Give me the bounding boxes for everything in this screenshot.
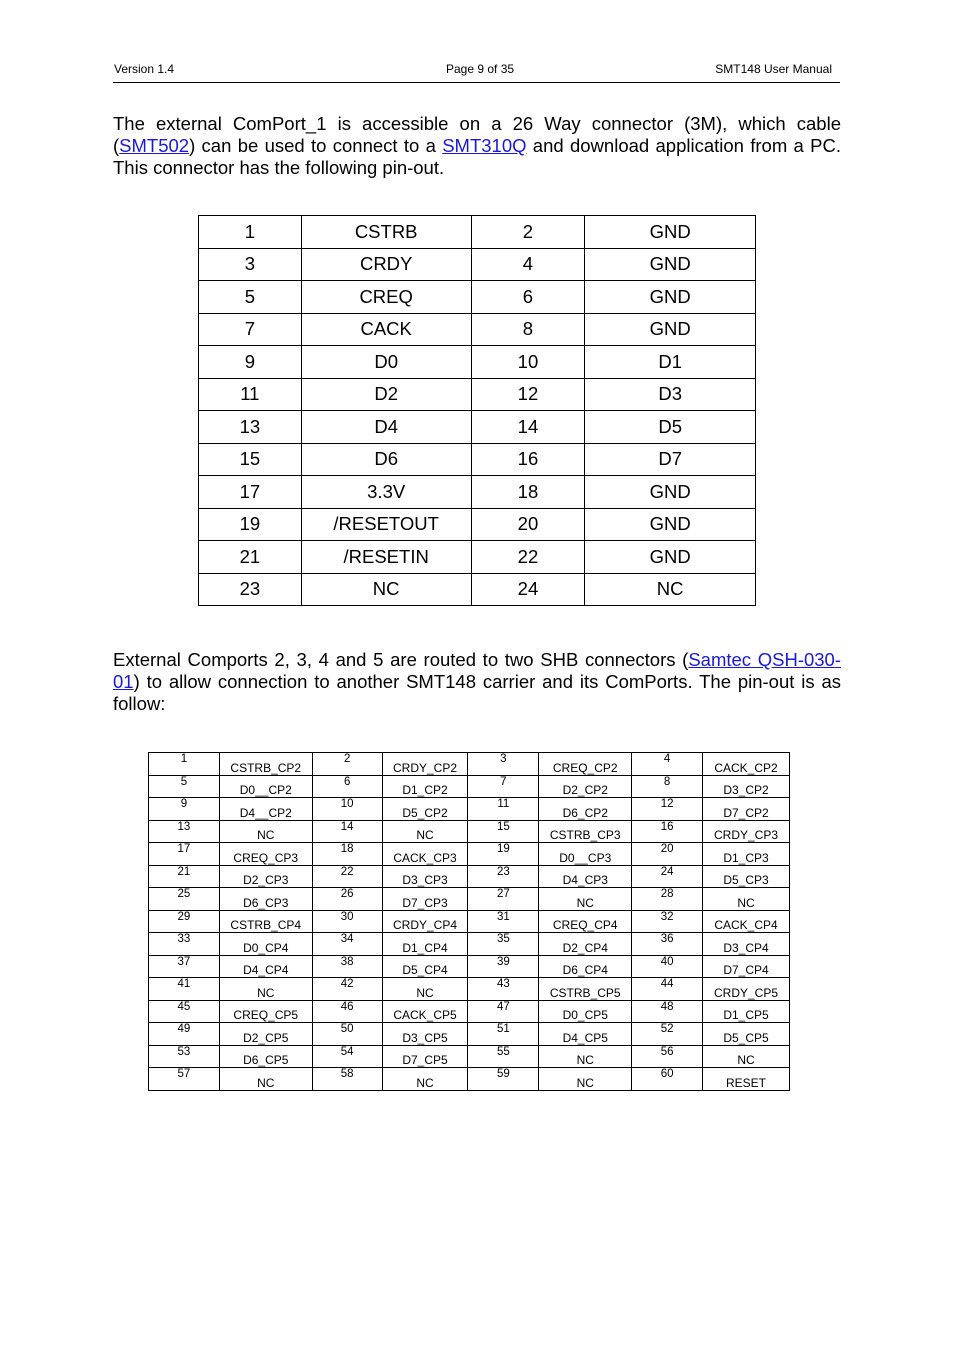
pin-number-cell: 56 xyxy=(632,1045,703,1068)
pin-number-cell: 34 xyxy=(312,933,382,956)
signal-name-cell: D4__CP2 xyxy=(219,798,312,821)
pin-number-cell: 53 xyxy=(149,1045,220,1068)
pin-number-cell: 19 xyxy=(468,843,539,866)
pin-number-cell: 38 xyxy=(312,955,382,978)
signal-name-cell: D4 xyxy=(301,411,471,444)
table-row xyxy=(149,1045,790,1068)
signal-name-cell: D6_CP5 xyxy=(219,1045,312,1068)
signal-name-cell: D3_CP3 xyxy=(382,865,468,888)
document-title: SMT148 User Manual xyxy=(715,62,832,76)
table-row xyxy=(199,443,756,476)
signal-name-cell: NC xyxy=(703,888,790,911)
signal-name-cell: D7_CP2 xyxy=(703,798,790,821)
pin-number-cell: 41 xyxy=(149,978,220,1001)
signal-name-cell: D3_CP4 xyxy=(703,933,790,956)
table-row xyxy=(149,843,790,866)
table-row xyxy=(149,775,790,798)
pin-number-cell: 59 xyxy=(468,1068,539,1091)
signal-name-cell: CACK_CP4 xyxy=(703,910,790,933)
signal-name-cell: CREQ xyxy=(301,281,471,314)
pin-number-cell: 39 xyxy=(468,955,539,978)
table-row xyxy=(149,753,790,776)
pin-number-cell: 3 xyxy=(199,248,302,281)
pin-number-cell: 22 xyxy=(471,541,585,574)
signal-name-cell: D1_CP2 xyxy=(382,775,468,798)
signal-name-cell: NC xyxy=(382,978,468,1001)
pin-number-cell: 49 xyxy=(149,1023,220,1046)
signal-name-cell: CREQ_CP3 xyxy=(219,843,312,866)
pin-number-cell: 14 xyxy=(471,411,585,444)
pin-number-cell: 19 xyxy=(199,508,302,541)
pin-number-cell: 10 xyxy=(471,346,585,379)
pin-number-cell: 18 xyxy=(312,843,382,866)
pin-number-cell: 60 xyxy=(632,1068,703,1091)
table-row xyxy=(199,248,756,281)
table-row xyxy=(149,888,790,911)
smt310q-link[interactable]: SMT310Q xyxy=(442,135,527,156)
signal-name-cell: D2_CP5 xyxy=(219,1023,312,1046)
signal-name-cell: GND xyxy=(585,476,756,509)
signal-name-cell: D7_CP5 xyxy=(382,1045,468,1068)
pin-number-cell: 58 xyxy=(312,1068,382,1091)
pin-number-cell: 24 xyxy=(632,865,703,888)
pin-number-cell: 47 xyxy=(468,1000,539,1023)
pin-number-cell: 13 xyxy=(199,411,302,444)
pin-number-cell: 2 xyxy=(312,753,382,776)
pin-number-cell: 10 xyxy=(312,798,382,821)
pin-number-cell: 4 xyxy=(632,753,703,776)
signal-name-cell: NC xyxy=(539,888,632,911)
pin-number-cell: 2 xyxy=(471,216,585,249)
pin-number-cell: 24 xyxy=(471,573,585,606)
shb-connectors-description xyxy=(113,649,841,715)
signal-name-cell: NC xyxy=(219,820,312,843)
signal-name-cell: NC xyxy=(301,573,471,606)
pin-number-cell: 21 xyxy=(149,865,220,888)
signal-name-cell: CREQ_CP4 xyxy=(539,910,632,933)
pin-number-cell: 33 xyxy=(149,933,220,956)
connector-26-way-pinout-table xyxy=(198,215,756,606)
pin-number-cell: 22 xyxy=(312,865,382,888)
pin-number-cell: 3 xyxy=(468,753,539,776)
signal-name-cell: NC xyxy=(382,1068,468,1091)
signal-name-cell: CRDY_CP3 xyxy=(703,820,790,843)
signal-name-cell: D0__CP3 xyxy=(539,843,632,866)
pin-number-cell: 25 xyxy=(149,888,220,911)
pin-number-cell: 8 xyxy=(632,775,703,798)
pin-number-cell: 26 xyxy=(312,888,382,911)
pin-number-cell: 4 xyxy=(471,248,585,281)
pin-number-cell: 23 xyxy=(468,865,539,888)
pin-number-cell: 42 xyxy=(312,978,382,1001)
pin-number-cell: 20 xyxy=(632,843,703,866)
signal-name-cell: D0_CP5 xyxy=(539,1000,632,1023)
pin-number-cell: 55 xyxy=(468,1045,539,1068)
signal-name-cell: D5 xyxy=(585,411,756,444)
pin-number-cell: 30 xyxy=(312,910,382,933)
signal-name-cell: D1_CP3 xyxy=(703,843,790,866)
smt502-link[interactable]: SMT502 xyxy=(119,135,190,156)
pin-number-cell: 31 xyxy=(468,910,539,933)
pin-number-cell: 32 xyxy=(632,910,703,933)
signal-name-cell: GND xyxy=(585,248,756,281)
signal-name-cell: D4_CP3 xyxy=(539,865,632,888)
signal-name-cell: D6_CP4 xyxy=(539,955,632,978)
table-row xyxy=(149,865,790,888)
pin-number-cell: 12 xyxy=(632,798,703,821)
table-row xyxy=(149,820,790,843)
table-row xyxy=(149,1023,790,1046)
pin-number-cell: 37 xyxy=(149,955,220,978)
signal-name-cell: GND xyxy=(585,216,756,249)
signal-name-cell: NC xyxy=(585,573,756,606)
signal-name-cell: D0__CP2 xyxy=(219,775,312,798)
para2-text-1: External Comports 2, 3, 4 and 5 are routed to two SHB connectors ( xyxy=(113,649,689,670)
samtec-qsh-link[interactable]: Samtec QSH-030-01 xyxy=(113,649,842,692)
signal-name-cell: GND xyxy=(585,313,756,346)
signal-name-cell: D4_CP4 xyxy=(219,955,312,978)
signal-name-cell: 3.3V xyxy=(301,476,471,509)
pin-number-cell: 18 xyxy=(471,476,585,509)
signal-name-cell: D3_CP5 xyxy=(382,1023,468,1046)
pin-number-cell: 1 xyxy=(149,753,220,776)
signal-name-cell: D1_CP5 xyxy=(703,1000,790,1023)
pin-number-cell: 1 xyxy=(199,216,302,249)
signal-name-cell: D5_CP2 xyxy=(382,798,468,821)
signal-name-cell: D7_CP3 xyxy=(382,888,468,911)
pin-number-cell: 12 xyxy=(471,378,585,411)
table-row xyxy=(199,378,756,411)
signal-name-cell: CRDY_CP5 xyxy=(703,978,790,1001)
signal-name-cell: GND xyxy=(585,281,756,314)
signal-name-cell: CACK_CP3 xyxy=(382,843,468,866)
signal-name-cell: D7_CP4 xyxy=(703,955,790,978)
signal-name-cell: CREQ_CP2 xyxy=(539,753,632,776)
pin-number-cell: 51 xyxy=(468,1023,539,1046)
pin-number-cell: 5 xyxy=(149,775,220,798)
pin-number-cell: 14 xyxy=(312,820,382,843)
signal-name-cell: D6_CP2 xyxy=(539,798,632,821)
signal-name-cell: D5_CP5 xyxy=(703,1023,790,1046)
signal-name-cell: CACK_CP5 xyxy=(382,1000,468,1023)
signal-name-cell: D6 xyxy=(301,443,471,476)
signal-name-cell: CSTRB_CP4 xyxy=(219,910,312,933)
signal-name-cell: D2_CP2 xyxy=(539,775,632,798)
pin-number-cell: 57 xyxy=(149,1068,220,1091)
signal-name-cell: CSTRB xyxy=(301,216,471,249)
pin-number-cell: 9 xyxy=(199,346,302,379)
pin-number-cell: 40 xyxy=(632,955,703,978)
table-row xyxy=(199,573,756,606)
page-header xyxy=(113,62,840,83)
signal-name-cell: D7 xyxy=(585,443,756,476)
pin-number-cell: 8 xyxy=(471,313,585,346)
table-row xyxy=(149,798,790,821)
table-row xyxy=(199,411,756,444)
signal-name-cell: /RESETIN xyxy=(301,541,471,574)
signal-name-cell: NC xyxy=(219,978,312,1001)
table-row xyxy=(149,910,790,933)
signal-name-cell: CACK xyxy=(301,313,471,346)
pin-number-cell: 16 xyxy=(632,820,703,843)
signal-name-cell: NC xyxy=(219,1068,312,1091)
table-row xyxy=(199,476,756,509)
pin-number-cell: 35 xyxy=(468,933,539,956)
pin-number-cell: 27 xyxy=(468,888,539,911)
signal-name-cell: CRDY_CP4 xyxy=(382,910,468,933)
pin-number-cell: 11 xyxy=(468,798,539,821)
signal-name-cell: D4_CP5 xyxy=(539,1023,632,1046)
pin-number-cell: 7 xyxy=(468,775,539,798)
para2-text-2: ) to allow connection to another SMT148 carrier and its ComPorts. The pin-out is as follow: xyxy=(113,671,841,714)
signal-name-cell: D2 xyxy=(301,378,471,411)
table-row xyxy=(199,508,756,541)
pin-number-cell: 5 xyxy=(199,281,302,314)
pin-number-cell: 17 xyxy=(199,476,302,509)
pin-number-cell: 46 xyxy=(312,1000,382,1023)
table-row xyxy=(199,281,756,314)
pin-number-cell: 6 xyxy=(312,775,382,798)
signal-name-cell: CRDY_CP2 xyxy=(382,753,468,776)
table-row xyxy=(199,346,756,379)
signal-name-cell: NC xyxy=(382,820,468,843)
signal-name-cell: D3 xyxy=(585,378,756,411)
version-label: Version 1.4 xyxy=(114,62,175,76)
signal-name-cell: D0 xyxy=(301,346,471,379)
pin-number-cell: 28 xyxy=(632,888,703,911)
para1-text-3: and download application from a PC. This connector has the following pin-out. xyxy=(113,135,841,178)
signal-name-cell: CSTRB_CP3 xyxy=(539,820,632,843)
pin-number-cell: 21 xyxy=(199,541,302,574)
signal-name-cell: CSTRB_CP5 xyxy=(539,978,632,1001)
pin-number-cell: 17 xyxy=(149,843,220,866)
pin-number-cell: 36 xyxy=(632,933,703,956)
pin-number-cell: 43 xyxy=(468,978,539,1001)
signal-name-cell: CRDY xyxy=(301,248,471,281)
table-row xyxy=(149,1000,790,1023)
signal-name-cell: D1 xyxy=(585,346,756,379)
signal-name-cell: D5_CP3 xyxy=(703,865,790,888)
table-row xyxy=(149,933,790,956)
table-row xyxy=(199,216,756,249)
pin-number-cell: 15 xyxy=(468,820,539,843)
pin-number-cell: 54 xyxy=(312,1045,382,1068)
signal-name-cell: D1_CP4 xyxy=(382,933,468,956)
pin-number-cell: 23 xyxy=(199,573,302,606)
table-row xyxy=(149,978,790,1001)
signal-name-cell: D3_CP2 xyxy=(703,775,790,798)
pin-number-cell: 9 xyxy=(149,798,220,821)
signal-name-cell: CSTRB_CP2 xyxy=(219,753,312,776)
signal-name-cell: /RESETOUT xyxy=(301,508,471,541)
signal-name-cell: D5_CP4 xyxy=(382,955,468,978)
pin-number-cell: 44 xyxy=(632,978,703,1001)
signal-name-cell: RESET xyxy=(703,1068,790,1091)
signal-name-cell: NC xyxy=(539,1068,632,1091)
table-row xyxy=(199,313,756,346)
pin-number-cell: 45 xyxy=(149,1000,220,1023)
table-row xyxy=(149,955,790,978)
shb-connector-pinout-table xyxy=(148,752,790,1091)
table-row xyxy=(199,541,756,574)
signal-name-cell: GND xyxy=(585,508,756,541)
page-number: Page 9 of 35 xyxy=(446,62,515,76)
pin-number-cell: 50 xyxy=(312,1023,382,1046)
signal-name-cell: D2_CP4 xyxy=(539,933,632,956)
signal-name-cell: GND xyxy=(585,541,756,574)
pin-number-cell: 13 xyxy=(149,820,220,843)
signal-name-cell: NC xyxy=(703,1045,790,1068)
signal-name-cell: D0_CP4 xyxy=(219,933,312,956)
signal-name-cell: CACK_CP2 xyxy=(703,753,790,776)
table-row xyxy=(149,1068,790,1091)
signal-name-cell: CREQ_CP5 xyxy=(219,1000,312,1023)
pin-number-cell: 20 xyxy=(471,508,585,541)
signal-name-cell: D6_CP3 xyxy=(219,888,312,911)
pin-number-cell: 52 xyxy=(632,1023,703,1046)
pin-number-cell: 29 xyxy=(149,910,220,933)
signal-name-cell: NC xyxy=(539,1045,632,1068)
pin-number-cell: 15 xyxy=(199,443,302,476)
para1-text-1: The external ComPort_1 is accessible on a 26 Way connector (3M), which cable ( xyxy=(113,113,841,156)
para1-text-2: ) can be used to connect to a xyxy=(189,135,443,156)
pin-number-cell: 16 xyxy=(471,443,585,476)
pin-number-cell: 11 xyxy=(199,378,302,411)
signal-name-cell: D2_CP3 xyxy=(219,865,312,888)
comport1-description xyxy=(113,113,841,179)
pin-number-cell: 48 xyxy=(632,1000,703,1023)
pin-number-cell: 6 xyxy=(471,281,585,314)
pin-number-cell: 7 xyxy=(199,313,302,346)
